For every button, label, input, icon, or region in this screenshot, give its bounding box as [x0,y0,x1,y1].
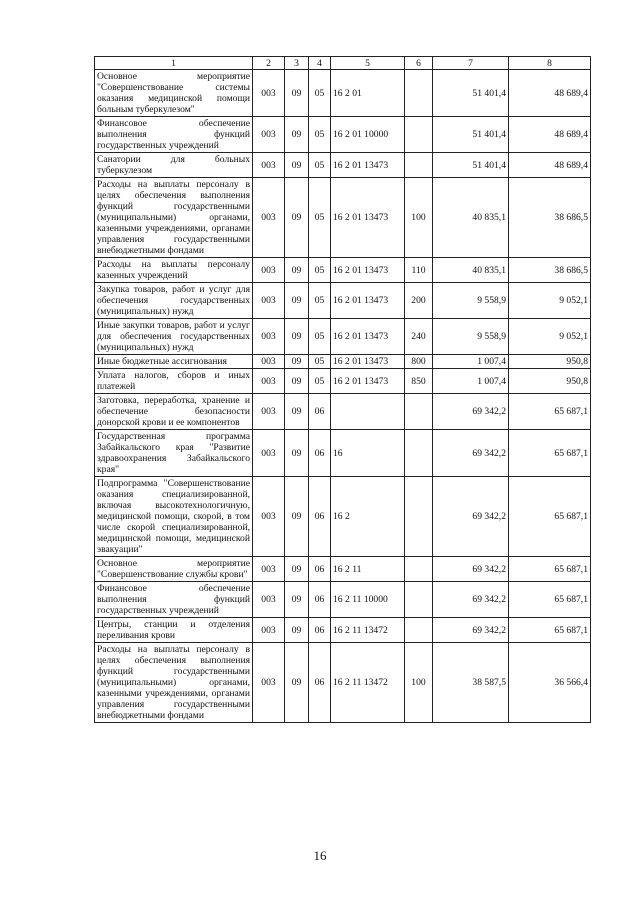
cell-expense-type [405,582,433,618]
cell-amount-2: 9 052,1 [509,283,591,319]
cell-grbs: 003 [253,283,285,319]
cell-section: 09 [285,355,309,369]
cell-subsection: 06 [309,618,331,643]
cell-target-article: 16 2 11 10000 [331,582,405,618]
cell-expense-type [405,117,433,153]
cell-name: Расходы на выплаты персоналу в целях обеспечения выполнения функций государственными (муниципальными) органами, казенными учреждениями, органами управления государственными внебюджетными фондами [95,178,253,258]
cell-amount-2: 48 689,4 [509,70,591,117]
column-header: 8 [509,57,591,70]
column-header: 5 [331,57,405,70]
cell-name: Иные закупки товаров, работ и услуг для обеспечения государственных (муниципальных) нужд [95,319,253,355]
cell-name: Центры, станции и отделения переливания крови [95,618,253,643]
cell-amount-1: 40 835,1 [433,258,509,283]
cell-target-article: 16 2 11 13472 [331,618,405,643]
cell-amount-1: 69 342,2 [433,557,509,582]
cell-section: 09 [285,618,309,643]
cell-expense-type: 100 [405,178,433,258]
cell-subsection: 06 [309,557,331,582]
cell-amount-2: 36 566,4 [509,643,591,723]
cell-amount-2: 65 687,1 [509,394,591,430]
cell-grbs: 003 [253,643,285,723]
cell-subsection: 06 [309,394,331,430]
cell-subsection: 05 [309,283,331,319]
cell-subsection: 05 [309,117,331,153]
cell-amount-1: 38 587,5 [433,643,509,723]
cell-grbs: 003 [253,178,285,258]
cell-section: 09 [285,582,309,618]
cell-amount-1: 69 342,2 [433,582,509,618]
cell-amount-2: 950,8 [509,355,591,369]
budget-table [94,56,591,723]
column-header: 4 [309,57,331,70]
table-row [95,178,591,258]
cell-amount-2: 65 687,1 [509,557,591,582]
cell-target-article: 16 2 11 13472 [331,643,405,723]
cell-amount-1: 51 401,4 [433,117,509,153]
cell-grbs: 003 [253,477,285,557]
cell-expense-type: 800 [405,355,433,369]
cell-amount-2: 65 687,1 [509,430,591,477]
cell-grbs: 003 [253,430,285,477]
cell-amount-2: 65 687,1 [509,582,591,618]
cell-subsection: 05 [309,178,331,258]
cell-target-article: 16 2 01 13473 [331,369,405,394]
cell-section: 09 [285,117,309,153]
cell-subsection: 05 [309,319,331,355]
cell-grbs: 003 [253,355,285,369]
table-row [95,319,591,355]
cell-amount-2: 65 687,1 [509,618,591,643]
cell-subsection: 06 [309,477,331,557]
cell-grbs: 003 [253,618,285,643]
cell-amount-1: 69 342,2 [433,430,509,477]
table-row [95,430,591,477]
cell-grbs: 003 [253,258,285,283]
cell-amount-1: 51 401,4 [433,70,509,117]
cell-name: Подпрограмма "Совершенствование оказания специализированной, включая высокотехнологичную, медицинской помощи, скорой, в том числе скорой специализированной, медицинской помощи, медицинской эвакуации" [95,477,253,557]
cell-name: Санатории для больных туберкулезом [95,153,253,178]
cell-amount-1: 69 342,2 [433,618,509,643]
table-row [95,582,591,618]
cell-expense-type: 240 [405,319,433,355]
cell-name: Финансовое обеспечение выполнения функций государственных учреждений [95,582,253,618]
cell-section: 09 [285,70,309,117]
cell-section: 09 [285,643,309,723]
cell-grbs: 003 [253,70,285,117]
cell-subsection: 05 [309,153,331,178]
cell-name: Основное мероприятие "Совершенствование системы оказания медицинской помощи больным туберкулезом" [95,70,253,117]
cell-target-article [331,394,405,430]
cell-target-article: 16 2 01 13473 [331,153,405,178]
table-row [95,117,591,153]
cell-amount-2: 38 686,5 [509,178,591,258]
cell-name: Уплата налогов, сборов и иных платежей [95,369,253,394]
cell-section: 09 [285,369,309,394]
table-row [95,557,591,582]
table-row [95,283,591,319]
table-row [95,355,591,369]
cell-target-article: 16 2 01 13473 [331,283,405,319]
cell-target-article: 16 2 01 13473 [331,178,405,258]
cell-name: Основное мероприятие "Совершенствование службы крови" [95,557,253,582]
cell-target-article: 16 2 01 13473 [331,355,405,369]
cell-grbs: 003 [253,394,285,430]
cell-target-article: 16 2 11 [331,557,405,582]
cell-name: Закупка товаров, работ и услуг для обеспечения государственных (муниципальных) нужд [95,283,253,319]
column-header: 7 [433,57,509,70]
column-header: 2 [253,57,285,70]
table-row [95,618,591,643]
cell-expense-type [405,70,433,117]
cell-amount-2: 48 689,4 [509,153,591,178]
cell-section: 09 [285,477,309,557]
cell-target-article: 16 [331,430,405,477]
table-row [95,369,591,394]
table-row [95,258,591,283]
cell-expense-type: 110 [405,258,433,283]
cell-target-article: 16 2 01 13473 [331,319,405,355]
cell-grbs: 003 [253,557,285,582]
cell-expense-type: 850 [405,369,433,394]
column-header: 1 [95,57,253,70]
cell-amount-1: 9 558,9 [433,283,509,319]
cell-section: 09 [285,430,309,477]
table-row [95,477,591,557]
table-row [95,153,591,178]
cell-expense-type [405,557,433,582]
cell-amount-2: 65 687,1 [509,477,591,557]
cell-name: Государственная программа Забайкальского края "Развитие здравоохранения Забайкальского края" [95,430,253,477]
cell-name: Финансовое обеспечение выполнения функций государственных учреждений [95,117,253,153]
cell-amount-1: 40 835,1 [433,178,509,258]
column-header: 6 [405,57,433,70]
cell-section: 09 [285,153,309,178]
cell-amount-1: 51 401,4 [433,153,509,178]
cell-amount-1: 9 558,9 [433,319,509,355]
cell-subsection: 05 [309,258,331,283]
cell-section: 09 [285,283,309,319]
cell-expense-type: 200 [405,283,433,319]
cell-amount-1: 1 007,4 [433,355,509,369]
cell-name: Расходы на выплаты персоналу в целях обеспечения выполнения функций государственными (муниципальными) органами, казенными учреждениями, органами управления государственными внебюджетными фондами [95,643,253,723]
cell-expense-type [405,394,433,430]
cell-amount-2: 38 686,5 [509,258,591,283]
cell-target-article: 16 2 01 10000 [331,117,405,153]
cell-subsection: 05 [309,70,331,117]
table-row [95,643,591,723]
cell-amount-2: 9 052,1 [509,319,591,355]
cell-target-article: 16 2 01 [331,70,405,117]
cell-subsection: 06 [309,582,331,618]
cell-expense-type [405,153,433,178]
cell-subsection: 05 [309,369,331,394]
cell-amount-1: 69 342,2 [433,477,509,557]
cell-section: 09 [285,319,309,355]
table-header-row [95,57,591,70]
column-header: 3 [285,57,309,70]
cell-section: 09 [285,258,309,283]
cell-target-article: 16 2 01 13473 [331,258,405,283]
cell-amount-1: 1 007,4 [433,369,509,394]
cell-section: 09 [285,557,309,582]
cell-grbs: 003 [253,319,285,355]
cell-expense-type [405,430,433,477]
cell-subsection: 05 [309,355,331,369]
cell-subsection: 06 [309,430,331,477]
cell-amount-1: 69 342,2 [433,394,509,430]
cell-section: 09 [285,178,309,258]
cell-expense-type [405,618,433,643]
table-row [95,394,591,430]
cell-subsection: 06 [309,643,331,723]
cell-name: Расходы на выплаты персоналу казенных учреждений [95,258,253,283]
cell-expense-type [405,477,433,557]
table-row [95,70,591,117]
page-number: 16 [313,848,327,863]
cell-target-article: 16 2 [331,477,405,557]
cell-grbs: 003 [253,153,285,178]
cell-amount-2: 950,8 [509,369,591,394]
cell-grbs: 003 [253,582,285,618]
cell-amount-2: 48 689,4 [509,117,591,153]
cell-name: Иные бюджетные ассигнования [95,355,253,369]
cell-section: 09 [285,394,309,430]
table-body [95,70,591,723]
cell-grbs: 003 [253,117,285,153]
cell-expense-type: 100 [405,643,433,723]
cell-grbs: 003 [253,369,285,394]
cell-name: Заготовка, переработка, хранение и обеспечение безопасности донорской крови и ее компонентов [95,394,253,430]
